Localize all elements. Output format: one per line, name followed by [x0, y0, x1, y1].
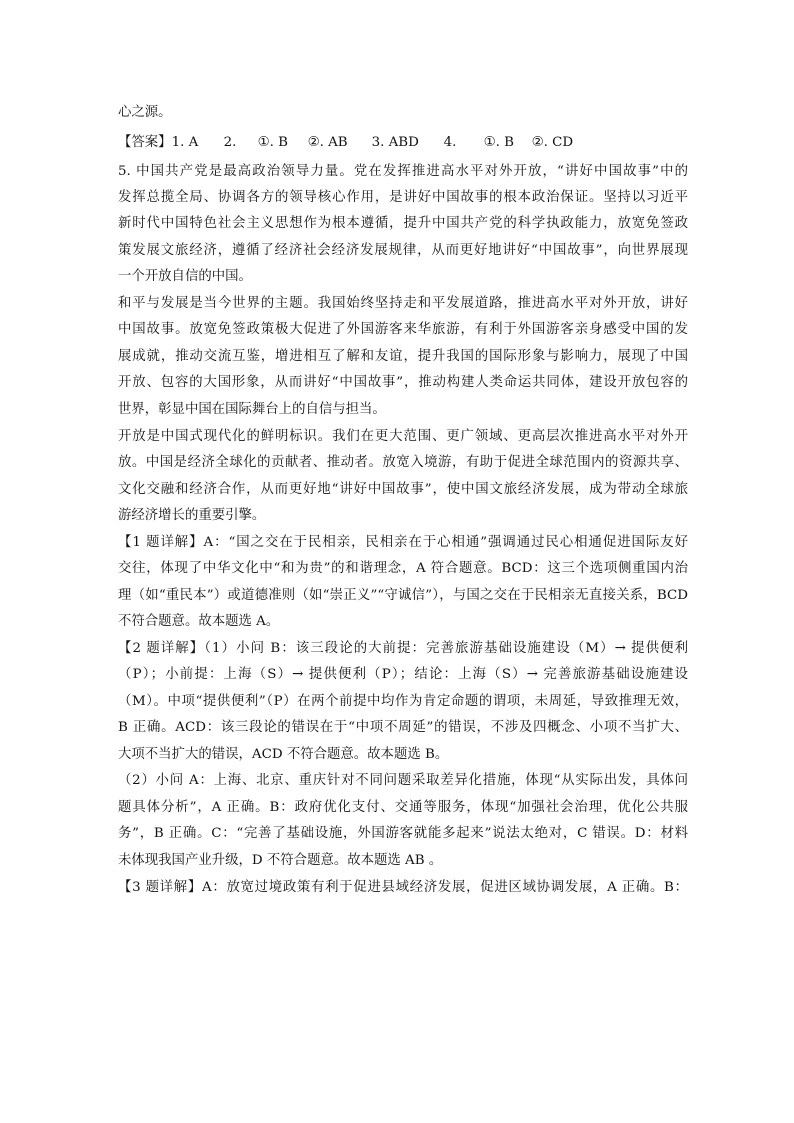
answer-item: ②. AB [307, 135, 348, 150]
text-line: （2）小问 A：上海、北京、重庆针对不同问题采取差异化措施，体现“从实际出发，具体问 [118, 773, 688, 788]
text-line: 5. 中国共产党是最高政治领导力量。党在发挥推进高水平对外开放，“讲好中国故事”中的 [118, 164, 688, 179]
answer-label: 【答案】 [118, 135, 172, 150]
answer-item: ①. B [257, 135, 288, 150]
text-line: 中国故事。放宽免签政策极大促进了外国游客来华旅游，有利于外国游客亲身感受中国的发 [118, 322, 688, 337]
answer-item: 1. A [171, 135, 199, 150]
text-line: 理（如“重民本”）或道德准则（如“崇正义”“守诚信”），与国之交在于民相亲无直接关系，BCD [118, 588, 688, 603]
text-line: 策发展文旅经济，遵循了经济社会经济发展规律，从而更好地讲好“中国故事”，向世界展现 [118, 243, 688, 258]
text-line: 开放、包容的大国形象，从而讲好“中国故事”，推动构建人类命运共同体，建设开放包容的 [118, 375, 688, 390]
answer-item: ①. B [483, 135, 514, 150]
text-line: 未体现我国产业升级，D 不符合题意。故本题选 AB 。 [118, 853, 443, 868]
text-line: 心之源。 [118, 105, 172, 120]
text-line: 【2 题详解】（1）小问 B：该三段论的大前提：完善旅游基础设施建设（M）→ 提供便利 [118, 641, 688, 656]
text-line: （P）；小前提：上海（S）→ 提供便利（P）；结论：上海（S）→ 完善旅游基础设施建设 [118, 667, 688, 682]
text-line: 开放是中国式现代化的鲜明标识。我们在更大范围、更广领域、更高层次推进高水平对外开 [118, 429, 688, 444]
text-line: B 正确。ACD：该三段论的错误在于“中项不周延”的错误，不涉及四概念、小项不当扩大、 [118, 720, 688, 735]
text-line: （M）。中项“提供便利”（P）在两个前提中均作为肯定命题的谓项，未周延，导致推理无效， [118, 694, 688, 709]
answer-item: ②. CD [531, 135, 574, 150]
text-line: 一个开放自信的中国。 [118, 269, 252, 284]
text-line: 交往，体现了中华文化中“和为贵”的和谐理念，A 符合题意。BCD：这三个选项侧重国内治 [118, 561, 688, 576]
text-line: 和平与发展是当今世界的主题。我国始终坚持走和平发展道路，推进高水平对外开放，讲好 [118, 296, 688, 311]
answer-item: 2. [223, 135, 237, 150]
text-line: 展成就，推动交流互鉴，增进相互了解和友谊，提升我国的国际形象与影响力，展现了中国 [118, 349, 688, 364]
text-line: 题具体分析”，A 正确。B：政府优化支付、交通等服务，体现“加强社会治理，优化公共服 [118, 800, 688, 815]
text-line: 新时代中国特色社会主义思想作为根本遵循，提升中国共产党的科学执政能力，放宽免签政 [118, 216, 688, 231]
text-line: 文化交融和经济合作，从而更好地“讲好中国故事”，使中国文旅经济发展，成为带动全球旅 [118, 482, 688, 497]
text-line: 【1 题详解】A：“国之交在于民相亲，民相亲在于心相通”强调通过民心相通促进国际友好 [118, 535, 688, 550]
answer-line [118, 133, 573, 153]
text-line: 【3 题详解】A：放宽过境政策有利于促进县域经济发展，促进区域协调发展，A 正确。B： [118, 880, 688, 895]
text-line: 放。中国是经济全球化的贡献者、推动者。放宽入境游，有助于促进全球范围内的资源共享、 [118, 455, 688, 470]
text-line: 不符合题意。故本题选 A。 [118, 614, 280, 629]
text-line: 大项不当扩大的错误，ACD 不符合题意。故本题选 B。 [118, 747, 449, 762]
text-line: 务”，B 正确。C：“完善了基础设施，外国游客就能多起来”说法太绝对，C 错误。D：材料 [118, 826, 688, 841]
answer-item: 3. ABD [371, 135, 419, 150]
text-line: 发挥总揽全局、协调各方的领导核心作用，是讲好中国故事的根本政治保证。坚持以习近平 [118, 190, 688, 205]
text-line: 游经济增长的重要引擎。 [118, 508, 266, 523]
text-line: 世界，彰显中国在国际舞台上的自信与担当。 [118, 402, 386, 417]
answer-item: 4. [443, 135, 457, 150]
